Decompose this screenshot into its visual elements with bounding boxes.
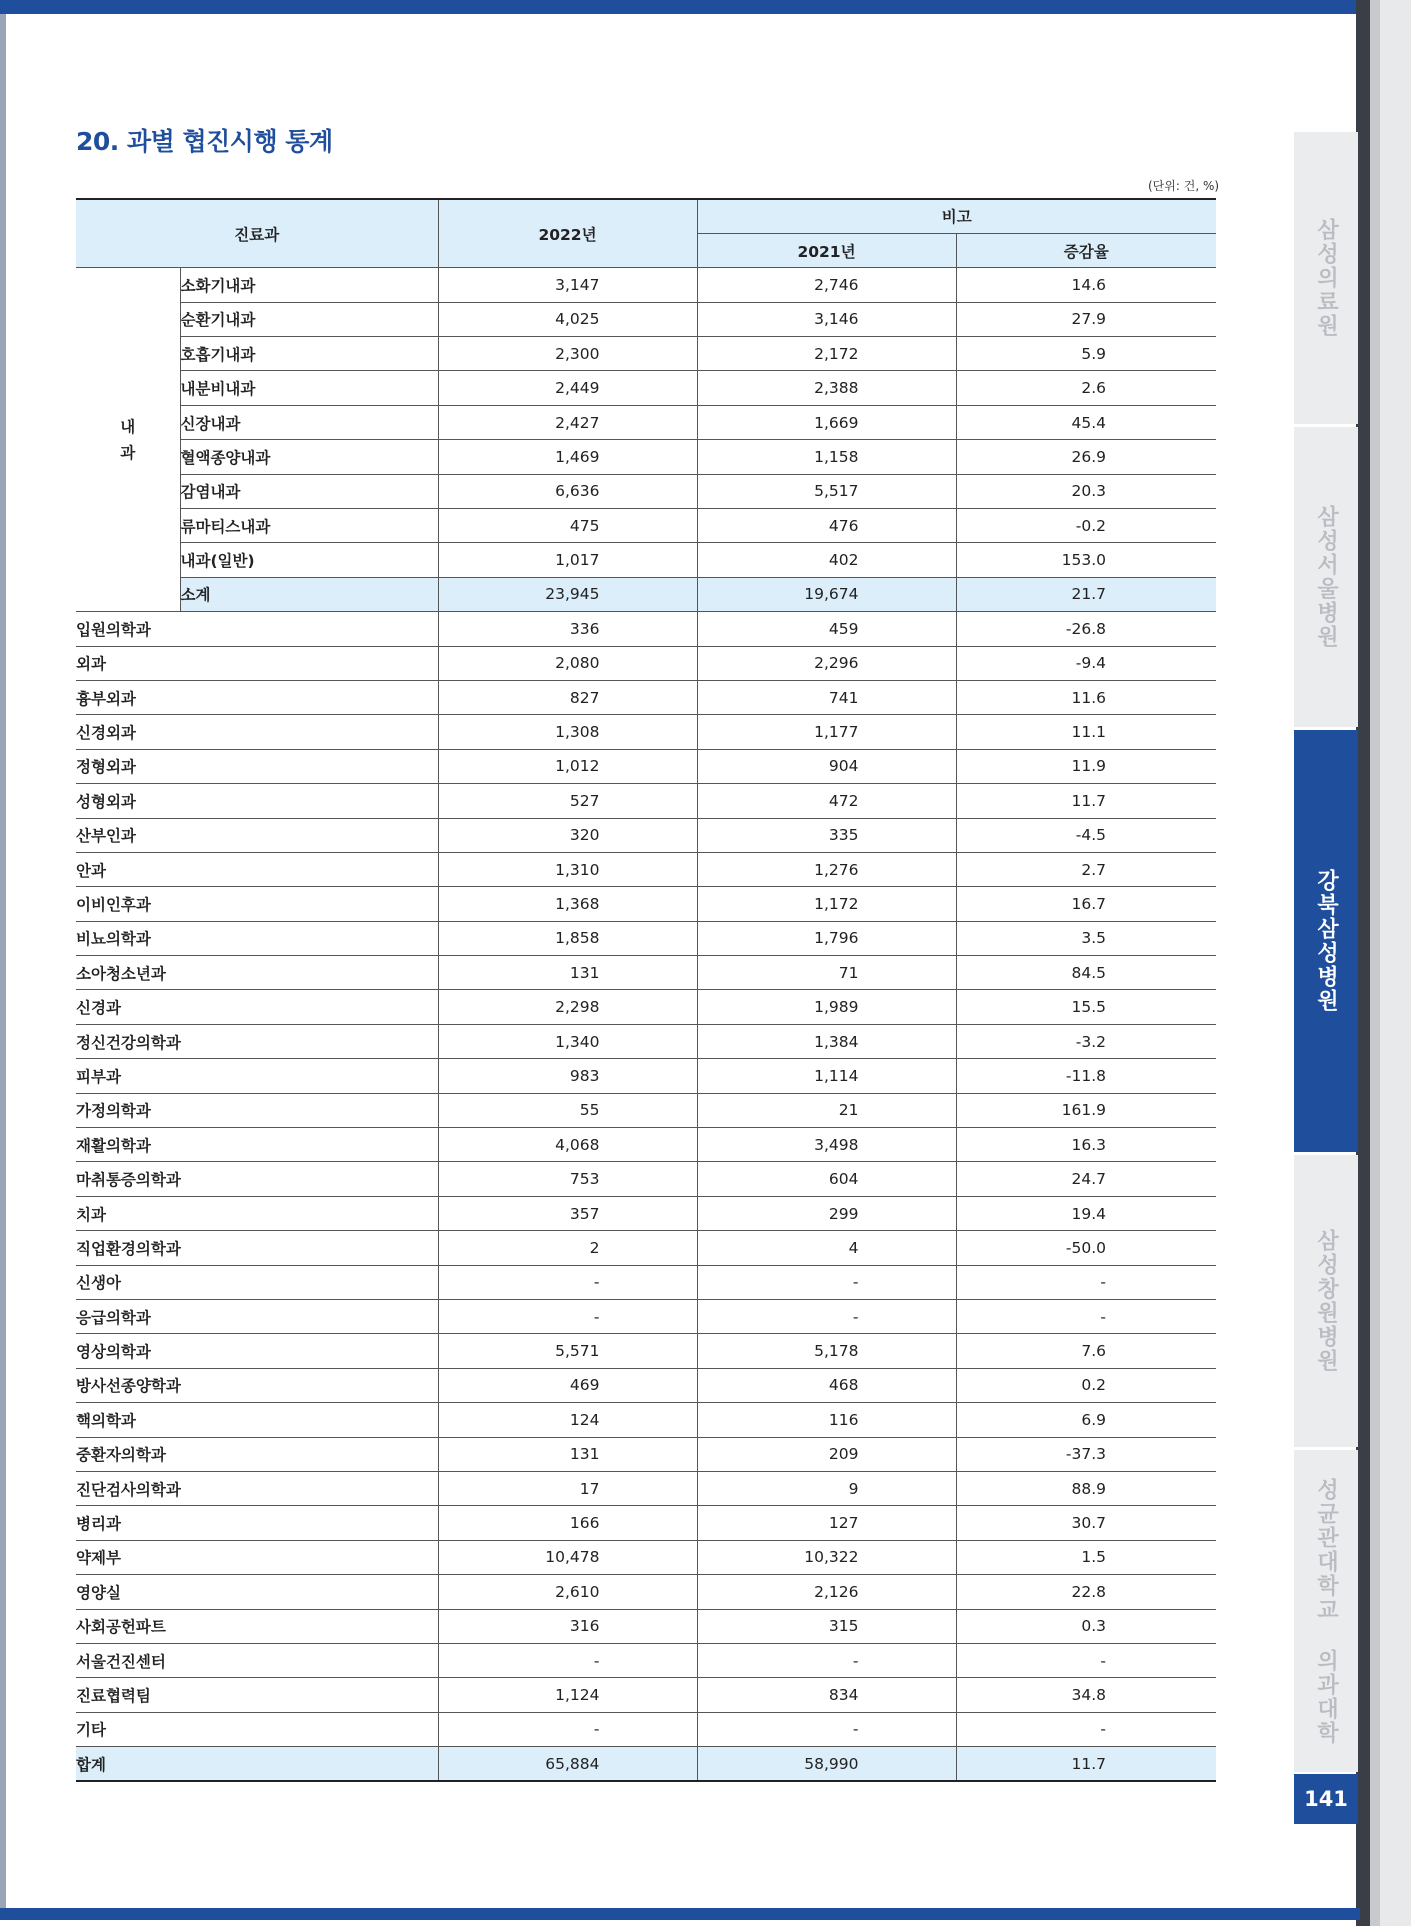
value-2022-cell: 1,124 [438,1678,697,1712]
left-page-edge [0,14,6,1908]
table-row [76,543,1216,577]
change-rate-cell: 1.5 [956,1540,1216,1574]
table-body [76,268,1216,1781]
value-2022-cell: 1,012 [438,749,697,783]
value-2022-cell: - [438,1712,697,1746]
dept-cell: 안과 [76,852,438,886]
value-2021-cell: 335 [697,818,956,852]
table-row [76,1231,1216,1265]
value-2022-cell: - [438,1643,697,1677]
value-2022-cell: 2,610 [438,1575,697,1609]
value-2022-cell: 1,310 [438,852,697,886]
dept-cell: 신경과 [76,990,438,1024]
side-tab-label: 삼성서울병원 [1313,505,1339,649]
value-2022-cell: 4,068 [438,1128,697,1162]
value-2021-cell: 10,322 [697,1540,956,1574]
change-rate-cell: 34.8 [956,1678,1216,1712]
value-2021-cell: 1,989 [697,990,956,1024]
value-2022-cell: 166 [438,1506,697,1540]
change-rate-cell: - [956,1712,1216,1746]
table-row [76,612,1216,646]
dept-cell: 사회공헌파트 [76,1609,438,1643]
value-2021-cell: 2,388 [697,371,956,405]
change-rate-cell: 14.6 [956,268,1216,302]
group-internal-medicine [76,268,180,612]
change-rate-cell: 20.3 [956,474,1216,508]
background-edge [1380,0,1411,1926]
table-row [76,680,1216,714]
side-tab-samsung-changwon[interactable] [1294,1155,1358,1447]
dept-cell: 방사선종양학과 [76,1368,438,1402]
value-2022-cell: 1,368 [438,887,697,921]
change-rate-cell: 0.3 [956,1609,1216,1643]
dept-cell: 성형외과 [76,784,438,818]
value-2022-cell: 827 [438,680,697,714]
dept-cell: 비뇨의학과 [76,921,438,955]
value-2022-cell: 131 [438,956,697,990]
dept-cell: 신경외과 [76,715,438,749]
change-rate-cell: 161.9 [956,1093,1216,1127]
book-spine-edge [1356,0,1370,1926]
change-rate-cell: 21.7 [956,577,1216,611]
change-rate-cell: 22.8 [956,1575,1216,1609]
dept-cell: 응급의학과 [76,1300,438,1334]
change-rate-cell: -0.2 [956,509,1216,543]
value-2022-cell: 527 [438,784,697,818]
value-2022-cell: 316 [438,1609,697,1643]
dept-cell: 진단검사의학과 [76,1471,438,1505]
change-rate-cell: -50.0 [956,1231,1216,1265]
change-rate-cell: 7.6 [956,1334,1216,1368]
value-2022-cell: 2,080 [438,646,697,680]
change-rate-cell: -11.8 [956,1059,1216,1093]
header-dept: 진료과 [76,199,438,268]
table-row [76,1265,1216,1299]
value-2021-cell: 1,158 [697,440,956,474]
table-row [76,818,1216,852]
value-2022-cell: 336 [438,612,697,646]
value-2022-cell: 1,469 [438,440,697,474]
consultation-stats-table [76,198,1216,1782]
page-stack-edge [1370,0,1380,1926]
value-2021-cell: 116 [697,1403,956,1437]
change-rate-cell: 27.9 [956,302,1216,336]
dept-cell: 내분비내과 [180,371,438,405]
side-tab-samsung-medical[interactable] [1294,132,1358,424]
table-row [76,474,1216,508]
change-rate-cell: 24.7 [956,1162,1216,1196]
change-rate-cell: 5.9 [956,337,1216,371]
value-2021-cell: 1,276 [697,852,956,886]
table-row [76,990,1216,1024]
value-2022-cell: 3,147 [438,268,697,302]
value-2021-cell: 741 [697,680,956,714]
value-2022-cell: - [438,1300,697,1334]
side-tab-label: 삼성창원병원 [1313,1229,1339,1373]
dept-cell: 흉부외과 [76,680,438,714]
value-2021-cell: 2,296 [697,646,956,680]
change-rate-cell: 84.5 [956,956,1216,990]
page-number: 141 [1294,1774,1358,1824]
change-rate-cell: - [956,1643,1216,1677]
dept-cell: 신장내과 [180,405,438,439]
table-row [76,1196,1216,1230]
value-2021-cell: 3,146 [697,302,956,336]
value-2021-cell: 1,177 [697,715,956,749]
change-rate-cell: -37.3 [956,1437,1216,1471]
value-2022-cell: 5,571 [438,1334,697,1368]
value-2021-cell: 19,674 [697,577,956,611]
unit-note: (단위: 건, %) [1148,179,1220,193]
value-2022-cell: 2,427 [438,405,697,439]
value-2021-cell: 472 [697,784,956,818]
total-change-cell: 11.7 [956,1747,1216,1781]
value-2022-cell: 1,858 [438,921,697,955]
dept-cell: 영상의학과 [76,1334,438,1368]
table-row [76,852,1216,886]
dept-cell: 병리과 [76,1506,438,1540]
table-row [76,749,1216,783]
table-row [76,337,1216,371]
table-row [76,1059,1216,1093]
table-row [76,1024,1216,1058]
value-2022-cell: 55 [438,1093,697,1127]
change-rate-cell: -26.8 [956,612,1216,646]
table-row [76,1643,1216,1677]
dept-cell: 소아청소년과 [76,956,438,990]
table-row [76,1609,1216,1643]
dept-cell: 재활의학과 [76,1128,438,1162]
value-2021-cell: 1,172 [697,887,956,921]
value-2021-cell: 468 [697,1368,956,1402]
value-2021-cell: 315 [697,1609,956,1643]
table-row [76,1437,1216,1471]
change-rate-cell: 88.9 [956,1471,1216,1505]
value-2022-cell: 131 [438,1437,697,1471]
table-row [76,1506,1216,1540]
value-2021-cell: 402 [697,543,956,577]
value-2021-cell: - [697,1265,956,1299]
change-rate-cell: 3.5 [956,921,1216,955]
table-row [76,646,1216,680]
value-2022-cell: 983 [438,1059,697,1093]
page-title: 20. 과별 협진시행 통계 [76,127,333,156]
header-remarks: 비고 [697,199,1216,233]
value-2022-cell: 475 [438,509,697,543]
value-2022-cell: 4,025 [438,302,697,336]
change-rate-cell: 11.7 [956,784,1216,818]
change-rate-cell: 11.6 [956,680,1216,714]
value-2022-cell: 2 [438,1231,697,1265]
side-tab-label: 성균관대학교 의과대학 [1313,1477,1339,1745]
value-2021-cell: 299 [697,1196,956,1230]
value-2021-cell: - [697,1643,956,1677]
value-2021-cell: 71 [697,956,956,990]
table-row [76,440,1216,474]
value-2022-cell: 357 [438,1196,697,1230]
dept-cell: 신생아 [76,1265,438,1299]
total-label-cell: 합계 [76,1747,438,1781]
change-rate-cell: 11.1 [956,715,1216,749]
value-2021-cell: 127 [697,1506,956,1540]
value-2021-cell: 2,746 [697,268,956,302]
table-row [76,302,1216,336]
dept-cell: 기타 [76,1712,438,1746]
change-rate-cell: 30.7 [956,1506,1216,1540]
table-row [76,268,1216,302]
change-rate-cell: 153.0 [956,543,1216,577]
table-row [76,887,1216,921]
table-row [76,921,1216,955]
dept-cell: 이비인후과 [76,887,438,921]
dept-cell: 순환기내과 [180,302,438,336]
change-rate-cell: - [956,1300,1216,1334]
value-2022-cell: 320 [438,818,697,852]
header-change-rate: 증감율 [956,233,1216,267]
header-2022: 2022년 [438,199,697,268]
dept-cell: 중환자의학과 [76,1437,438,1471]
dept-cell: 소화기내과 [180,268,438,302]
value-2021-cell: 5,517 [697,474,956,508]
group-label: 내 과 [120,417,136,462]
change-rate-cell: 2.6 [956,371,1216,405]
table-row [76,784,1216,818]
value-2021-cell: 2,126 [697,1575,956,1609]
value-2022-cell: 2,300 [438,337,697,371]
dept-cell: 치과 [76,1196,438,1230]
side-tab-label: 삼성의료원 [1313,218,1339,338]
dept-cell: 정신건강의학과 [76,1024,438,1058]
value-2022-cell: 6,636 [438,474,697,508]
value-2021-cell: 21 [697,1093,956,1127]
dept-cell: 감염내과 [180,474,438,508]
value-2022-cell: 1,340 [438,1024,697,1058]
change-rate-cell: -3.2 [956,1024,1216,1058]
side-tab-kangbuk-samsung[interactable] [1294,730,1358,1152]
value-2021-cell: 1,669 [697,405,956,439]
value-2021-cell: 459 [697,612,956,646]
value-2022-cell: 1,017 [438,543,697,577]
table-row [76,1678,1216,1712]
dept-cell: 핵의학과 [76,1403,438,1437]
value-2021-cell: 5,178 [697,1334,956,1368]
table-row [76,509,1216,543]
change-rate-cell: 26.9 [956,440,1216,474]
change-rate-cell: 16.7 [956,887,1216,921]
value-2021-cell: 3,498 [697,1128,956,1162]
total-row [76,1747,1216,1781]
value-2021-cell: 604 [697,1162,956,1196]
dept-cell: 내과(일반) [180,543,438,577]
dept-cell: 마취통증의학과 [76,1162,438,1196]
side-tab-label: 강북삼성병원 [1313,869,1339,1013]
value-2021-cell: 4 [697,1231,956,1265]
value-2022-cell: 753 [438,1162,697,1196]
side-tab-skku-medicine[interactable] [1294,1450,1358,1772]
dept-cell: 영양실 [76,1575,438,1609]
bottom-border-bar [0,1908,1360,1920]
change-rate-cell: 19.4 [956,1196,1216,1230]
table-row [76,1162,1216,1196]
header-2021: 2021년 [697,233,956,267]
value-2021-cell: 904 [697,749,956,783]
change-rate-cell: 16.3 [956,1128,1216,1162]
total-2022-cell: 65,884 [438,1747,697,1781]
value-2022-cell: 469 [438,1368,697,1402]
change-rate-cell: -4.5 [956,818,1216,852]
dept-cell: 정형외과 [76,749,438,783]
table-row [76,1403,1216,1437]
table-row [76,371,1216,405]
value-2021-cell: 1,114 [697,1059,956,1093]
value-2021-cell: 476 [697,509,956,543]
table-row [76,1368,1216,1402]
value-2022-cell: 23,945 [438,577,697,611]
change-rate-cell: -9.4 [956,646,1216,680]
subtotal-row [76,577,1216,611]
value-2021-cell: 1,384 [697,1024,956,1058]
value-2021-cell: 9 [697,1471,956,1505]
value-2022-cell: 124 [438,1403,697,1437]
table-row [76,405,1216,439]
dept-cell: 서울건진센터 [76,1643,438,1677]
total-2021-cell: 58,990 [697,1747,956,1781]
table-row [76,1128,1216,1162]
change-rate-cell: 2.7 [956,852,1216,886]
value-2022-cell: - [438,1265,697,1299]
change-rate-cell: 15.5 [956,990,1216,1024]
change-rate-cell: 11.9 [956,749,1216,783]
table-row [76,956,1216,990]
table-row [76,1712,1216,1746]
value-2021-cell: 209 [697,1437,956,1471]
value-2021-cell: 2,172 [697,337,956,371]
table-row [76,1334,1216,1368]
value-2021-cell: 834 [697,1678,956,1712]
table-row [76,1093,1216,1127]
dept-cell: 류마티스내과 [180,509,438,543]
value-2022-cell: 2,449 [438,371,697,405]
dept-cell: 소계 [180,577,438,611]
dept-cell: 피부과 [76,1059,438,1093]
side-tab-samsung-seoul[interactable] [1294,427,1358,727]
table-row [76,1575,1216,1609]
table-row [76,1540,1216,1574]
dept-cell: 외과 [76,646,438,680]
dept-cell: 입원의학과 [76,612,438,646]
top-border-bar [0,0,1360,14]
dept-cell: 직업환경의학과 [76,1231,438,1265]
table-row [76,1471,1216,1505]
change-rate-cell: - [956,1265,1216,1299]
value-2021-cell: - [697,1300,956,1334]
dept-cell: 진료협력팀 [76,1678,438,1712]
table-row [76,1300,1216,1334]
change-rate-cell: 45.4 [956,405,1216,439]
dept-cell: 가정의학과 [76,1093,438,1127]
dept-cell: 호흡기내과 [180,337,438,371]
change-rate-cell: 6.9 [956,1403,1216,1437]
value-2022-cell: 10,478 [438,1540,697,1574]
value-2022-cell: 17 [438,1471,697,1505]
value-2021-cell: - [697,1712,956,1746]
table-row [76,715,1216,749]
change-rate-cell: 0.2 [956,1368,1216,1402]
dept-cell: 혈액종양내과 [180,440,438,474]
value-2022-cell: 2,298 [438,990,697,1024]
dept-cell: 산부인과 [76,818,438,852]
value-2022-cell: 1,308 [438,715,697,749]
value-2021-cell: 1,796 [697,921,956,955]
dept-cell: 약제부 [76,1540,438,1574]
